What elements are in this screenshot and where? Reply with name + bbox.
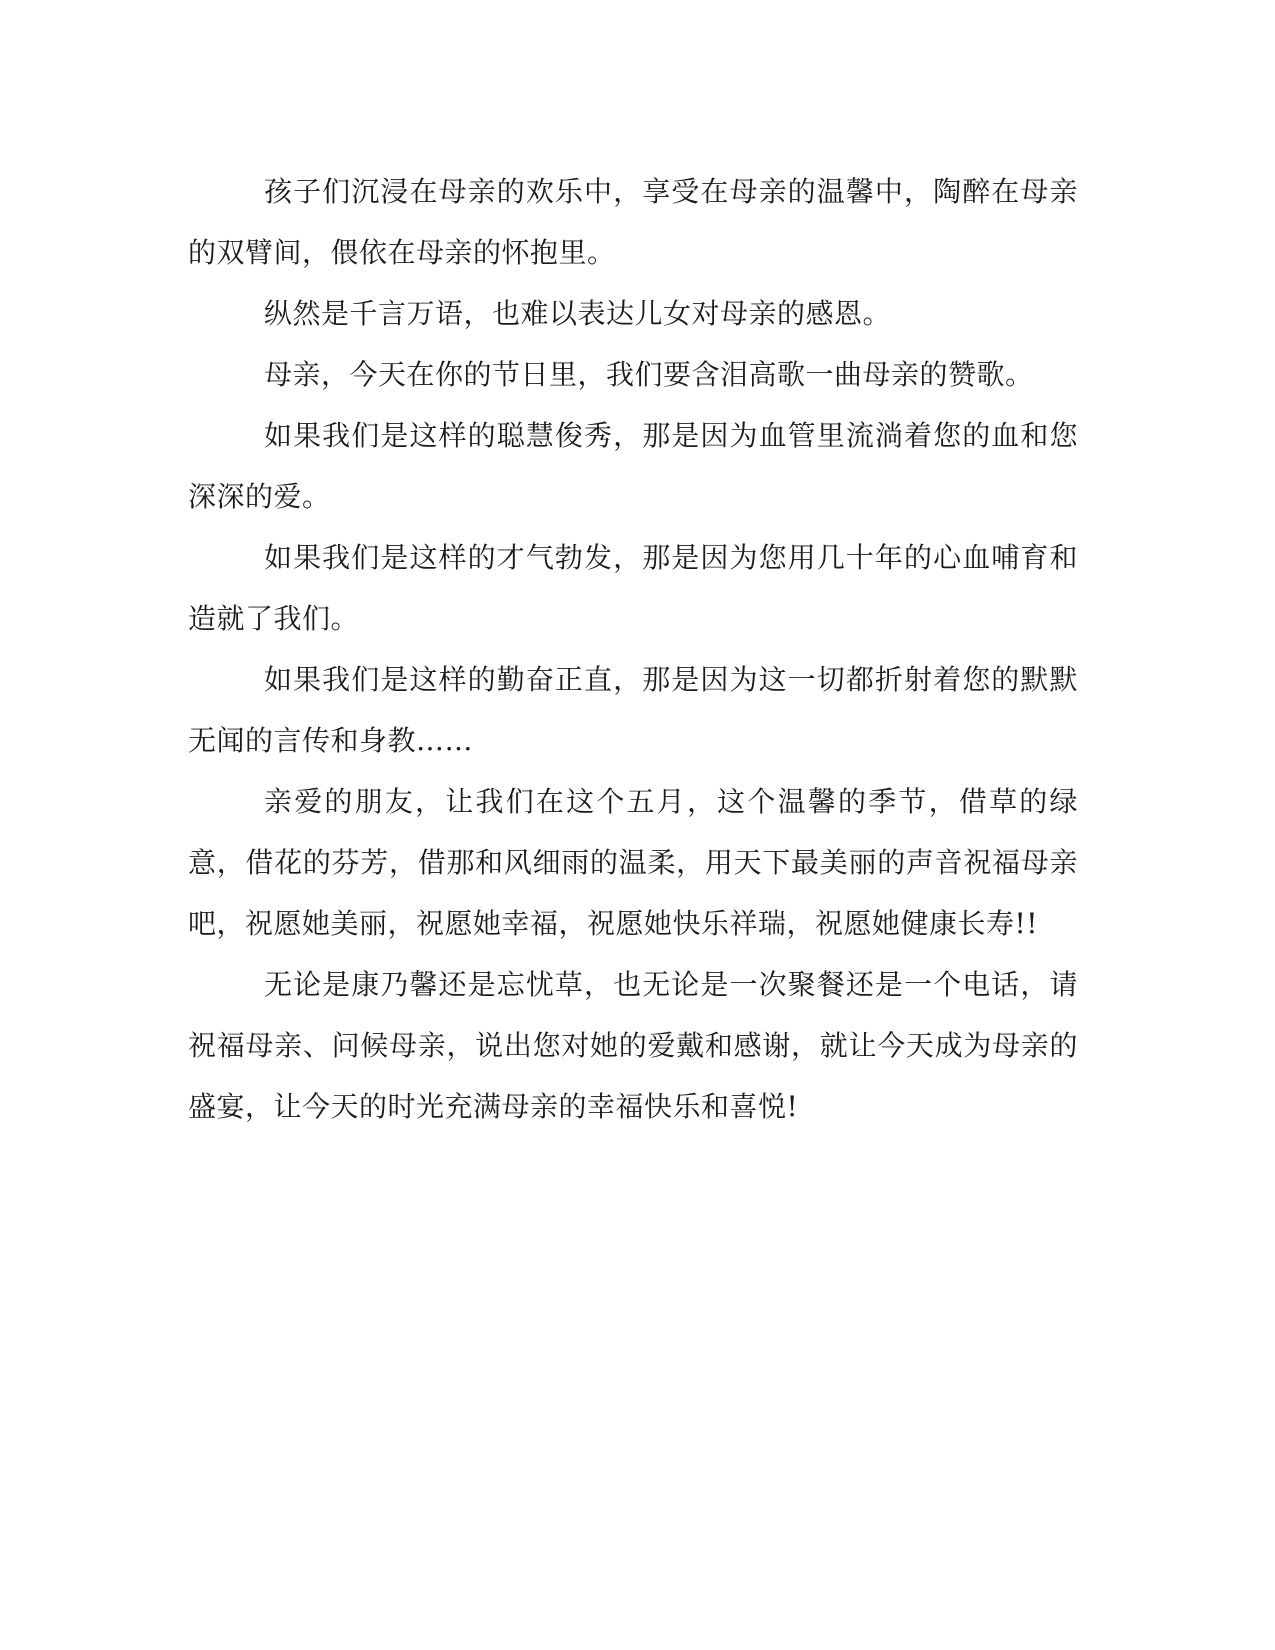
paragraph-2: 纵然是千言万语，也难以表达儿女对母亲的感恩。 bbox=[264, 297, 892, 330]
paragraph-6: 如果我们是这样的勤奋正直，那是因为这一切都折射着您的默默无闻的言传和身教…… bbox=[188, 663, 1078, 757]
paragraph-7: 亲爱的朋友，让我们在这个五月，这个温馨的季节，借草的绿意，借花的芬芳，借那和风细雨的温柔，用天下最美丽的声音祝福母亲吧，祝愿她美丽，祝愿她幸福，祝愿她快乐祥瑞，祝愿她健康长寿!! bbox=[188, 785, 1078, 940]
paragraph-3: 母亲，今天在你的节日里，我们要含泪高歌一曲母亲的赞歌。 bbox=[264, 358, 1034, 391]
paragraph-1: 孩子们沉浸在母亲的欢乐中，享受在母亲的温馨中，陶醉在母亲的双臂间，偎依在母亲的怀抱里。 bbox=[188, 175, 1078, 269]
paragraph-8: 无论是康乃馨还是忘忧草，也无论是一次聚餐还是一个电话，请祝福母亲、问候母亲，说出您对她的爱戴和感谢，就让今天成为母亲的盛宴，让今天的时光充满母亲的幸福快乐和喜悦! bbox=[188, 968, 1078, 1123]
document-body bbox=[188, 161, 1078, 1137]
paragraph-4: 如果我们是这样的聪慧俊秀，那是因为血管里流淌着您的血和您深深的爱。 bbox=[188, 419, 1078, 513]
paragraph-5: 如果我们是这样的才气勃发，那是因为您用几十年的心血哺育和造就了我们。 bbox=[188, 541, 1078, 635]
